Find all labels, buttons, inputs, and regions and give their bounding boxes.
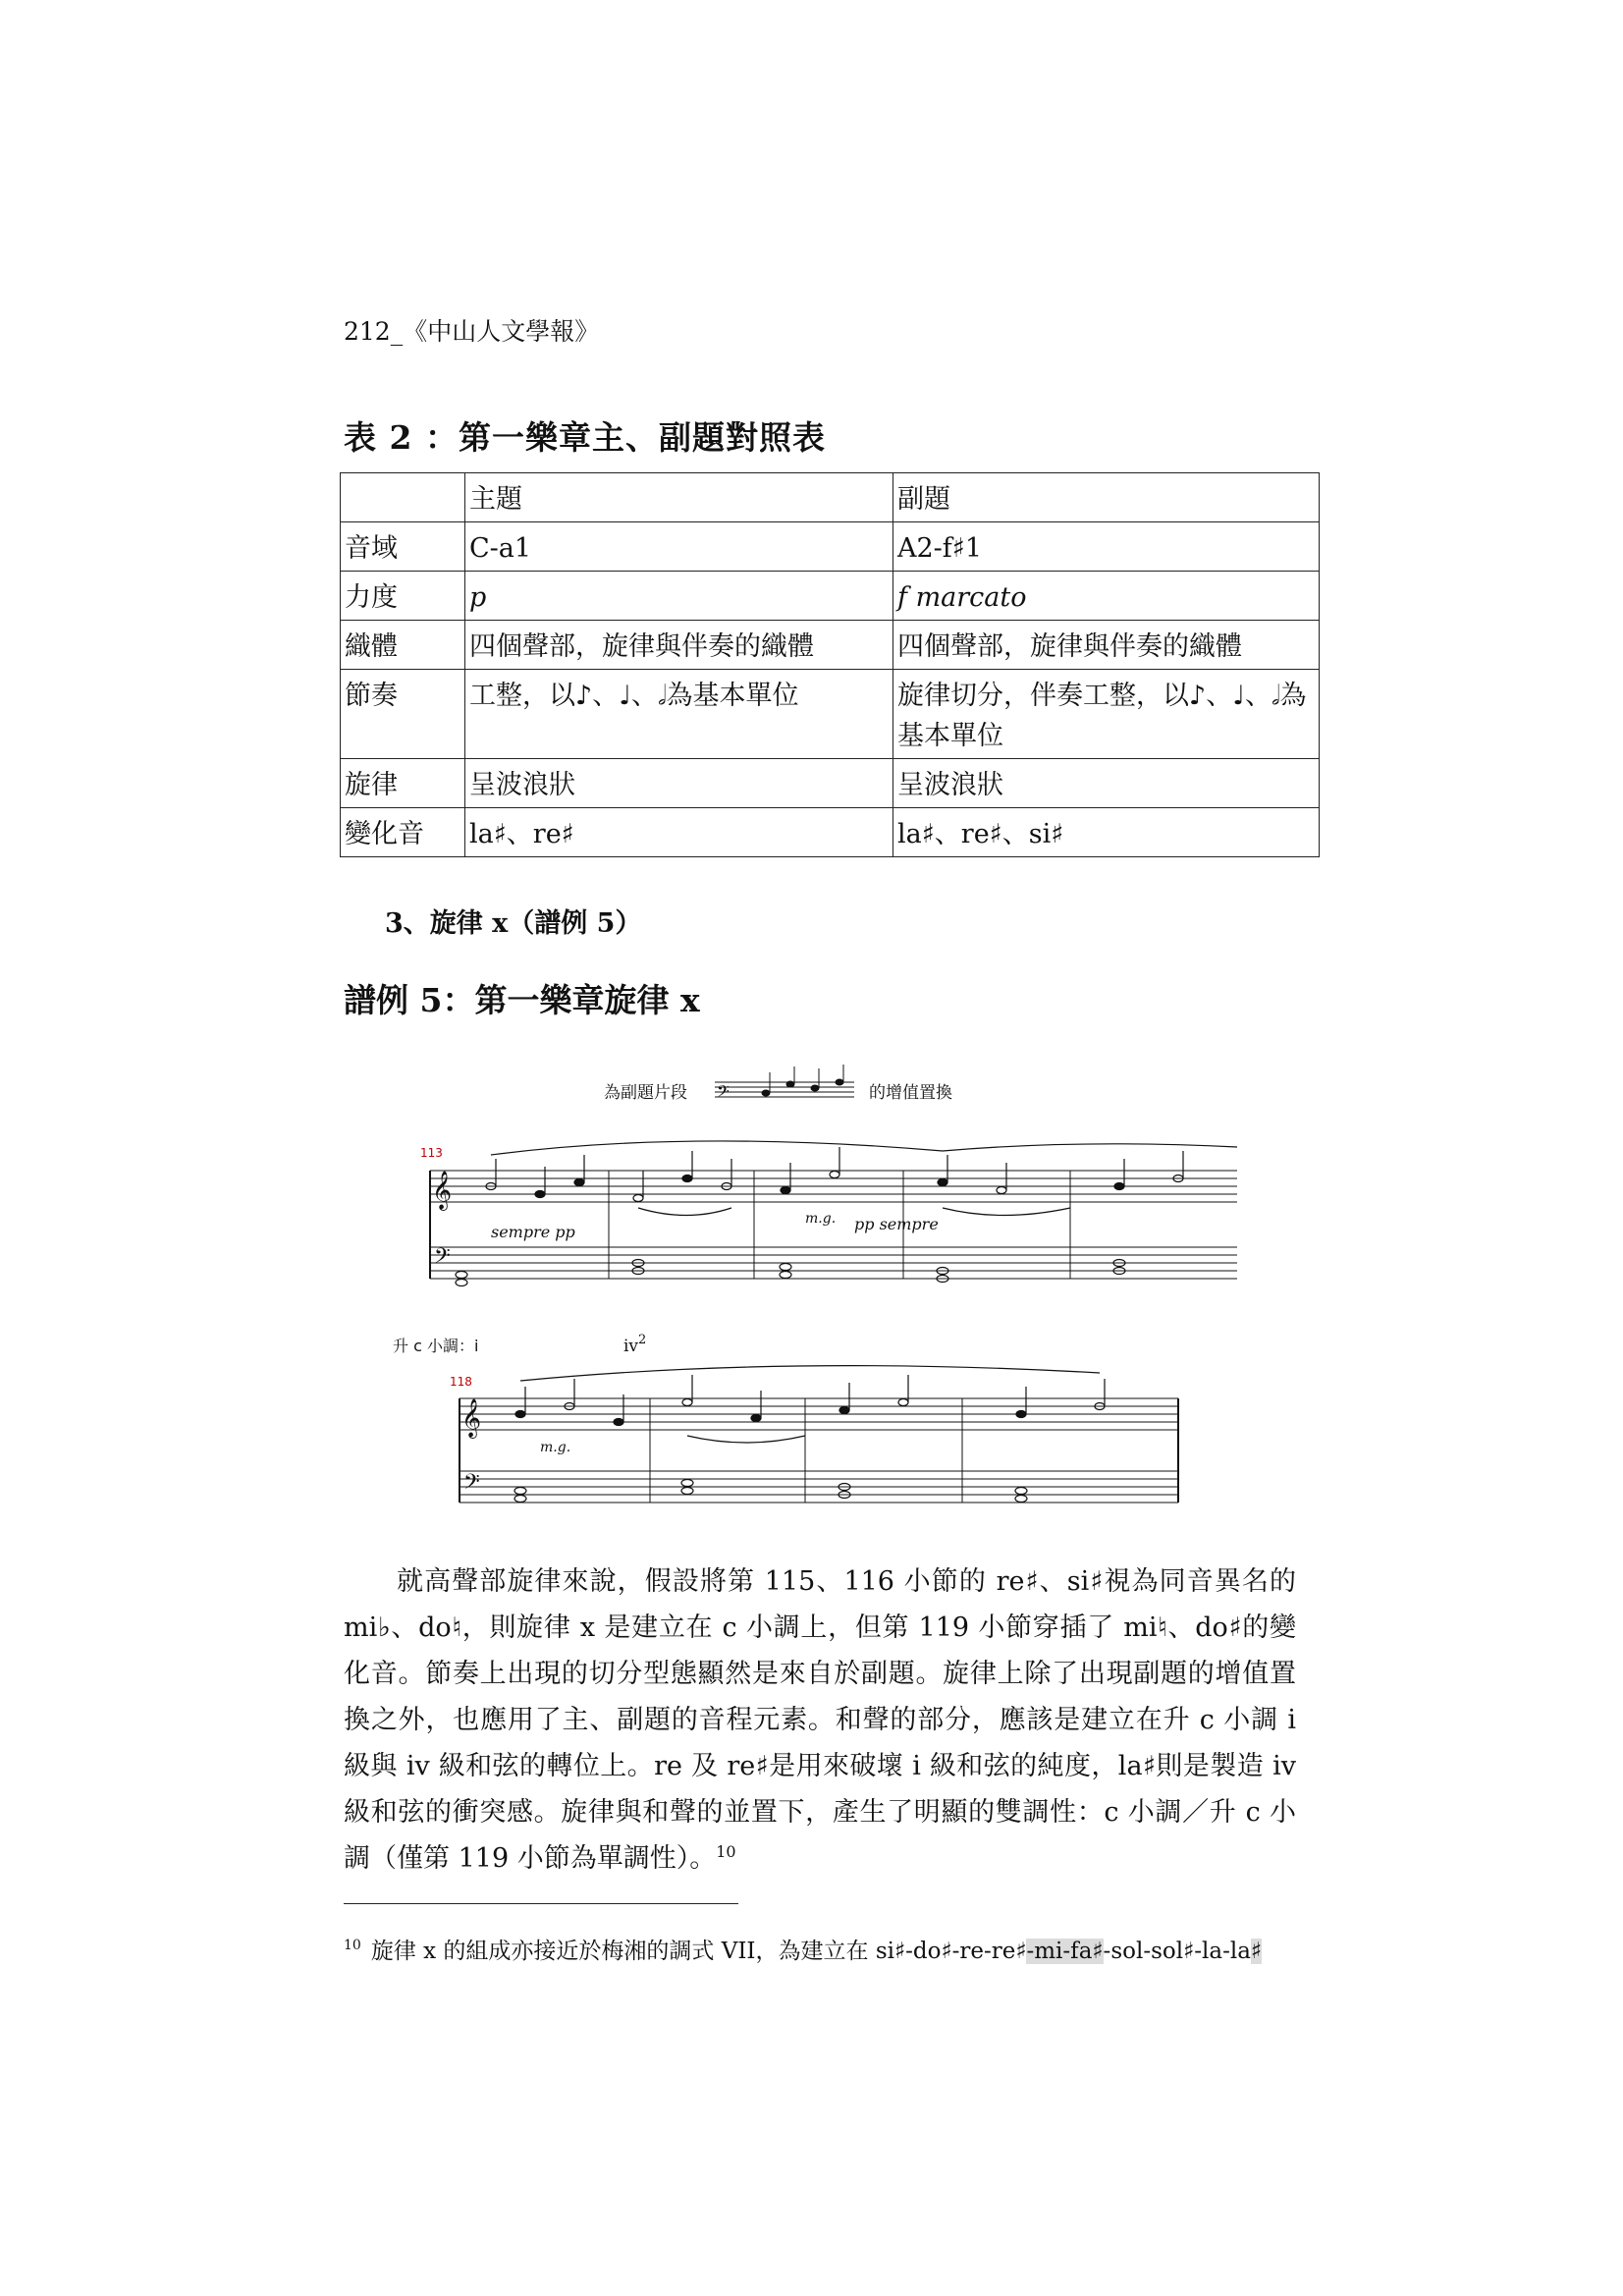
main-cell: 呈波浪狀 — [465, 759, 893, 808]
header-cell-empty — [341, 473, 465, 522]
harmony-iv-text: iv — [623, 1337, 639, 1356]
comparison-table — [340, 472, 1320, 857]
example-title: 譜例 5：第一樂章旋律 x — [344, 981, 700, 1019]
main-cell: C-a1 — [465, 522, 893, 572]
dynamic-sempre-pp: sempre pp — [491, 1223, 575, 1241]
notes-system-2 — [514, 1366, 1105, 1503]
harmony-iv — [623, 1333, 646, 1356]
footnote-highlight-1: -mi-fa♯ — [1026, 1939, 1104, 1964]
main-cell: p — [465, 572, 893, 621]
svg-text:𝄢: 𝄢 — [717, 1081, 730, 1105]
row-label: 音域 — [341, 522, 465, 572]
footnote-separator — [344, 1903, 738, 1904]
footnote-reference[interactable]: 10 — [716, 1842, 736, 1861]
running-head: 212_《中山人文學報》 — [344, 317, 600, 346]
score-annotation-suffix: 的增值置換 — [869, 1083, 952, 1103]
sub-cell: 呈波浪狀 — [893, 759, 1320, 808]
row-label: 力度 — [341, 572, 465, 621]
bass-clef-icon: 𝄢 — [434, 1244, 451, 1274]
footnote-text: 旋律 x 的組成亦接近於梅湘的調式 VII，為建立在 si♯-do♯-re-re♯ — [370, 1939, 1027, 1964]
bass-clef-icon-2: 𝄢 — [463, 1470, 480, 1500]
paragraph-text: 就高聲部旋律來說，假設將第 115、116 小節的 re♯、si♯視為同音異名的 mi♭、do♮，則旋律 x 是建立在 c 小調上，但第 119 小節穿插了 mi♮、do♯的變化音。節奏上出現的切分型態顯然是來自於副題。旋律上除了出現副題的增值置換之外，也應用了主、副題的音程元素。和聲的部分，應該是建立在升 c 小調 i 級與 iv 級和弦的轉位上。re 及 re♯是用來破壞 i 級和弦的純度，la♯則是製造 iv 級和弦的衝突感。旋律與和聲的並置下，產生了明顯的雙調性：c 小調／升 c 小調（僅第 119 小節為單調性）。 — [344, 1566, 1296, 1874]
table-row — [341, 759, 1320, 808]
table-row — [341, 670, 1320, 759]
table-row — [341, 808, 1320, 857]
row-label: 旋律 — [341, 759, 465, 808]
treble-clef-icon: 𝄞 — [432, 1171, 453, 1210]
main-cell: 四個聲部，旋律與伴奏的織體 — [465, 621, 893, 670]
sub-cell: f marcato — [893, 572, 1320, 621]
measure-number-113: 113 — [420, 1146, 443, 1160]
music-score-figure — [393, 1061, 1257, 1512]
sub-cell: 旋律切分，伴奏工整，以♪、♩、𝅗𝅥為基本單位 — [893, 670, 1320, 759]
header-cell-main-theme: 主題 — [465, 473, 893, 522]
footnote — [344, 1933, 1306, 1965]
table-caption: 表 2 ：第一樂章主、副題對照表 — [344, 418, 826, 457]
row-label: 變化音 — [341, 808, 465, 857]
row-label: 織體 — [341, 621, 465, 670]
table-header-row — [341, 473, 1320, 522]
footnote-text-2: -sol-sol♯-la-la — [1103, 1939, 1251, 1964]
harmony-label: 升 c 小調：i — [393, 1337, 479, 1355]
sub-cell: la♯、re♯、si♯ — [893, 808, 1320, 857]
dynamic-pp-sempre: pp sempre — [854, 1215, 939, 1233]
score-annotation-prefix: 為副題片段 — [604, 1083, 687, 1103]
body-paragraph — [344, 1558, 1296, 1882]
footnote-mark: 10 — [344, 1938, 361, 1953]
notes-system-1 — [456, 1141, 1237, 1286]
sub-cell: A2-f♯1 — [893, 522, 1320, 572]
section-subheading: 3、旋律 x（譜例 5） — [385, 908, 642, 939]
mg-marking-2: m.g. — [540, 1440, 571, 1455]
main-cell: la♯、re♯ — [465, 808, 893, 857]
treble-clef-icon-2: 𝄞 — [461, 1398, 482, 1438]
theme-fragment-icon — [715, 1065, 854, 1105]
footnote-highlight-2: ♯ — [1250, 1939, 1263, 1964]
measure-number-118: 118 — [450, 1375, 472, 1389]
harmony-iv-sup: 2 — [638, 1333, 647, 1347]
header-cell-sub-theme: 副題 — [893, 473, 1320, 522]
main-cell: 工整，以♪、♩、𝅗𝅥為基本單位 — [465, 670, 893, 759]
table-row — [341, 522, 1320, 572]
table-row — [341, 621, 1320, 670]
sub-cell: 四個聲部，旋律與伴奏的織體 — [893, 621, 1320, 670]
table-row — [341, 572, 1320, 621]
mg-marking-1: m.g. — [805, 1211, 837, 1227]
row-label: 節奏 — [341, 670, 465, 759]
